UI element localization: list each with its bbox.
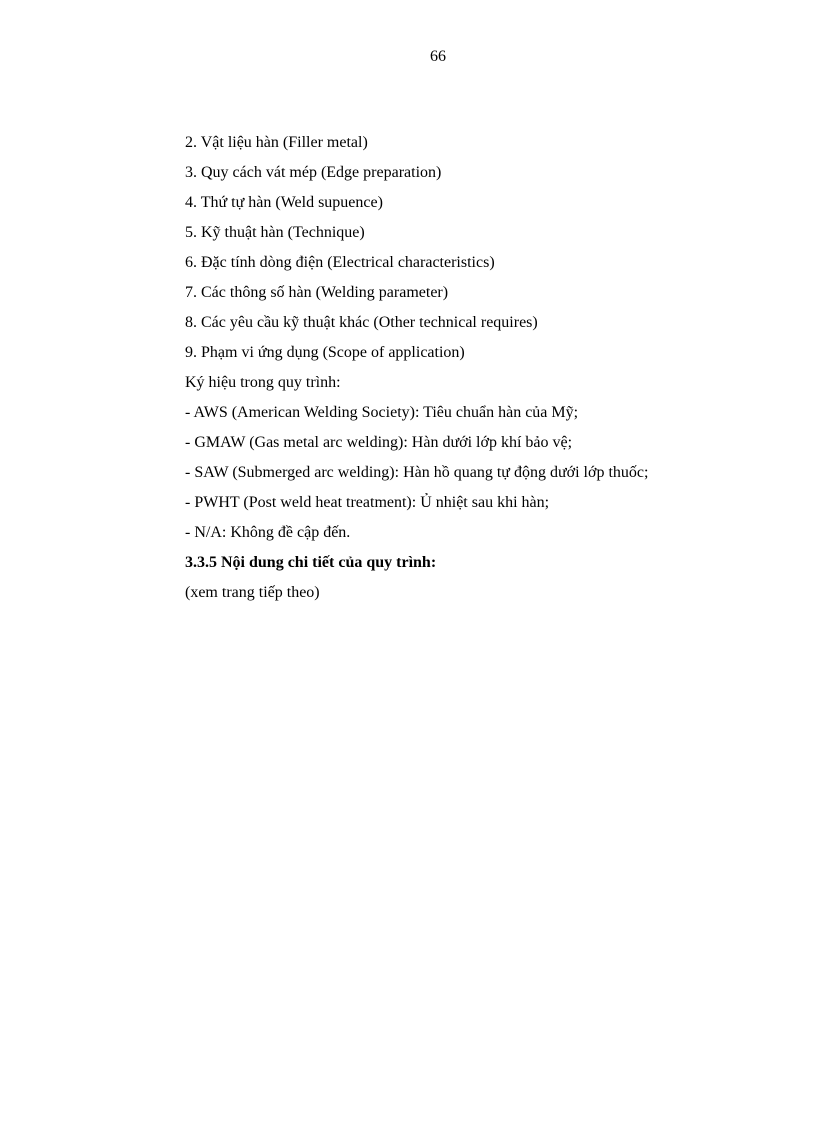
list-item: 6. Đặc tính dòng điện (Electrical characteristics): [185, 254, 495, 271]
page-number: 66: [430, 48, 446, 65]
list-item: 9. Phạm vi ứng dụng (Scope of application): [185, 344, 465, 361]
list-item: 2. Vật liệu hàn (Filler metal): [185, 134, 368, 151]
symbol-item: - PWHT (Post weld heat treatment): Ủ nhiệt sau khi hàn;: [185, 494, 550, 511]
symbols-intro: Ký hiệu trong quy trình:: [185, 374, 341, 391]
document-body: [185, 131, 785, 611]
list-item: 8. Các yêu cầu kỹ thuật khác (Other technical requires): [185, 314, 538, 331]
symbol-item: - SAW (Submerged arc welding): Hàn hồ quang tự động dưới lớp thuốc;: [185, 464, 649, 481]
list-item: 7. Các thông số hàn (Welding parameter): [185, 284, 449, 301]
section-note: (xem trang tiếp theo): [185, 584, 320, 601]
list-item: 3. Quy cách vát mép (Edge preparation): [185, 164, 442, 181]
section-heading: 3.3.5 Nội dung chi tiết của quy trình:: [185, 554, 437, 571]
symbol-item: - GMAW (Gas metal arc welding): Hàn dưới lớp khí bảo vệ;: [185, 434, 573, 451]
list-item: 4. Thứ tự hàn (Weld supuence): [185, 194, 383, 211]
list-item: 5. Kỹ thuật hàn (Technique): [185, 224, 365, 241]
symbol-item: - AWS (American Welding Society): Tiêu chuẩn hàn của Mỹ;: [185, 404, 579, 421]
symbol-item: - N/A: Không đề cập đến.: [185, 524, 351, 541]
